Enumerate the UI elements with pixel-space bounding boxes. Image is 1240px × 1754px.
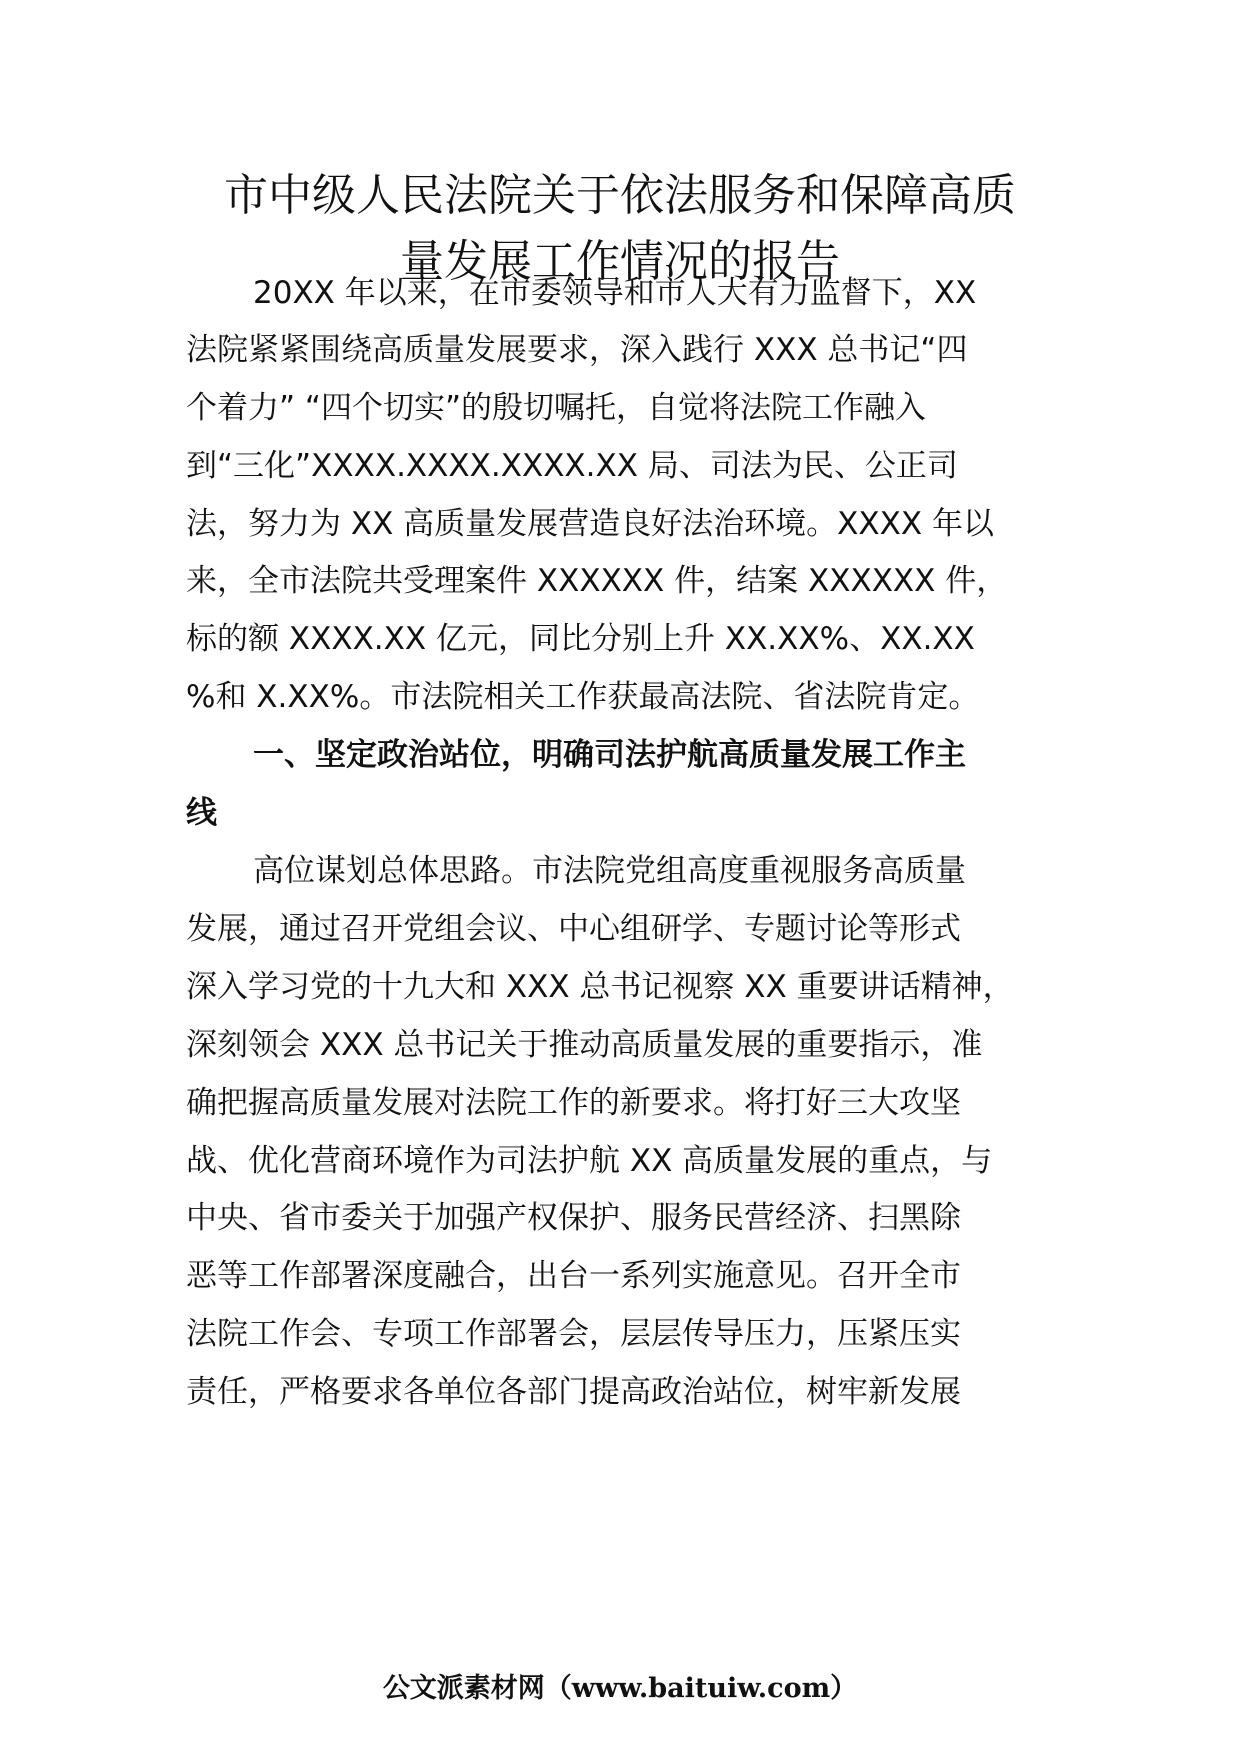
- footer-watermark: 公文派素材网（www.baituiw.com）: [382, 1673, 858, 1704]
- body-line: 深入学习党的十九大和 XXX 总书记视察 XX 重要讲话精神，: [186, 969, 1014, 1005]
- body-line: %和 X.XX%。市法院相关工作获最高法院、省法院肯定。: [186, 679, 980, 715]
- body-line: 来，全市法院共受理案件 XXXXXX 件，结案 XXXXXX 件，: [186, 563, 1008, 599]
- body-line: 到“三化”XXXX.XXXX.XXXX.XX 局、司法为民、公正司: [186, 448, 958, 484]
- section-heading-line: 一、坚定政治站位，明确司法护航高质量发展工作主: [253, 737, 966, 773]
- document-title-line-1: 市中级人民法院关于依法服务和保障高质: [224, 170, 1016, 221]
- body-line: 发展，通过召开党组会议、中心组研学、专题讨论等形式: [186, 911, 961, 947]
- body-line: 法院紧紧围绕高质量发展要求，深入践行 XXX 总书记“四: [186, 332, 968, 368]
- body-line: 个着力” “四个切实”的殷切嘱托，自觉将法院工作融入: [186, 390, 927, 426]
- body-line: 法，努力为 XX 高质量发展营造良好法治环境。XXXX 年以: [186, 506, 994, 542]
- body-line: 战、优化营商环境作为司法护航 XX 高质量发展的重点，与: [186, 1143, 993, 1179]
- body-line: 恶等工作部署深度融合，出台一系列实施意见。召开全市: [186, 1258, 961, 1294]
- section-heading-line: 线: [186, 795, 217, 831]
- body-line: 标的额 XXXX.XX 亿元，同比分别上升 XX.XX%、XX.XX: [186, 621, 975, 657]
- body-line: 确把握高质量发展对法院工作的新要求。将打好三大攻坚: [186, 1085, 961, 1121]
- body-line: 责任，严格要求各单位各部门提高政治站位，树牢新发展: [186, 1374, 961, 1410]
- body-line: 高位谋划总体思路。市法院党组高度重视服务高质量: [253, 853, 966, 889]
- body-line: 中央、省市委关于加强产权保护、服务民营经济、扫黑除: [186, 1200, 961, 1236]
- body-line: 20XX 年以来，在市委领导和市人大有力监督下，XX: [253, 275, 977, 311]
- body-line: 深刻领会 XXX 总书记关于推动高质量发展的重要指示，准: [186, 1027, 983, 1063]
- document-title-line-2: 量发展工作情况的报告: [400, 236, 840, 287]
- body-line: 法院工作会、专项工作部署会，层层传导压力，压紧压实: [186, 1316, 961, 1352]
